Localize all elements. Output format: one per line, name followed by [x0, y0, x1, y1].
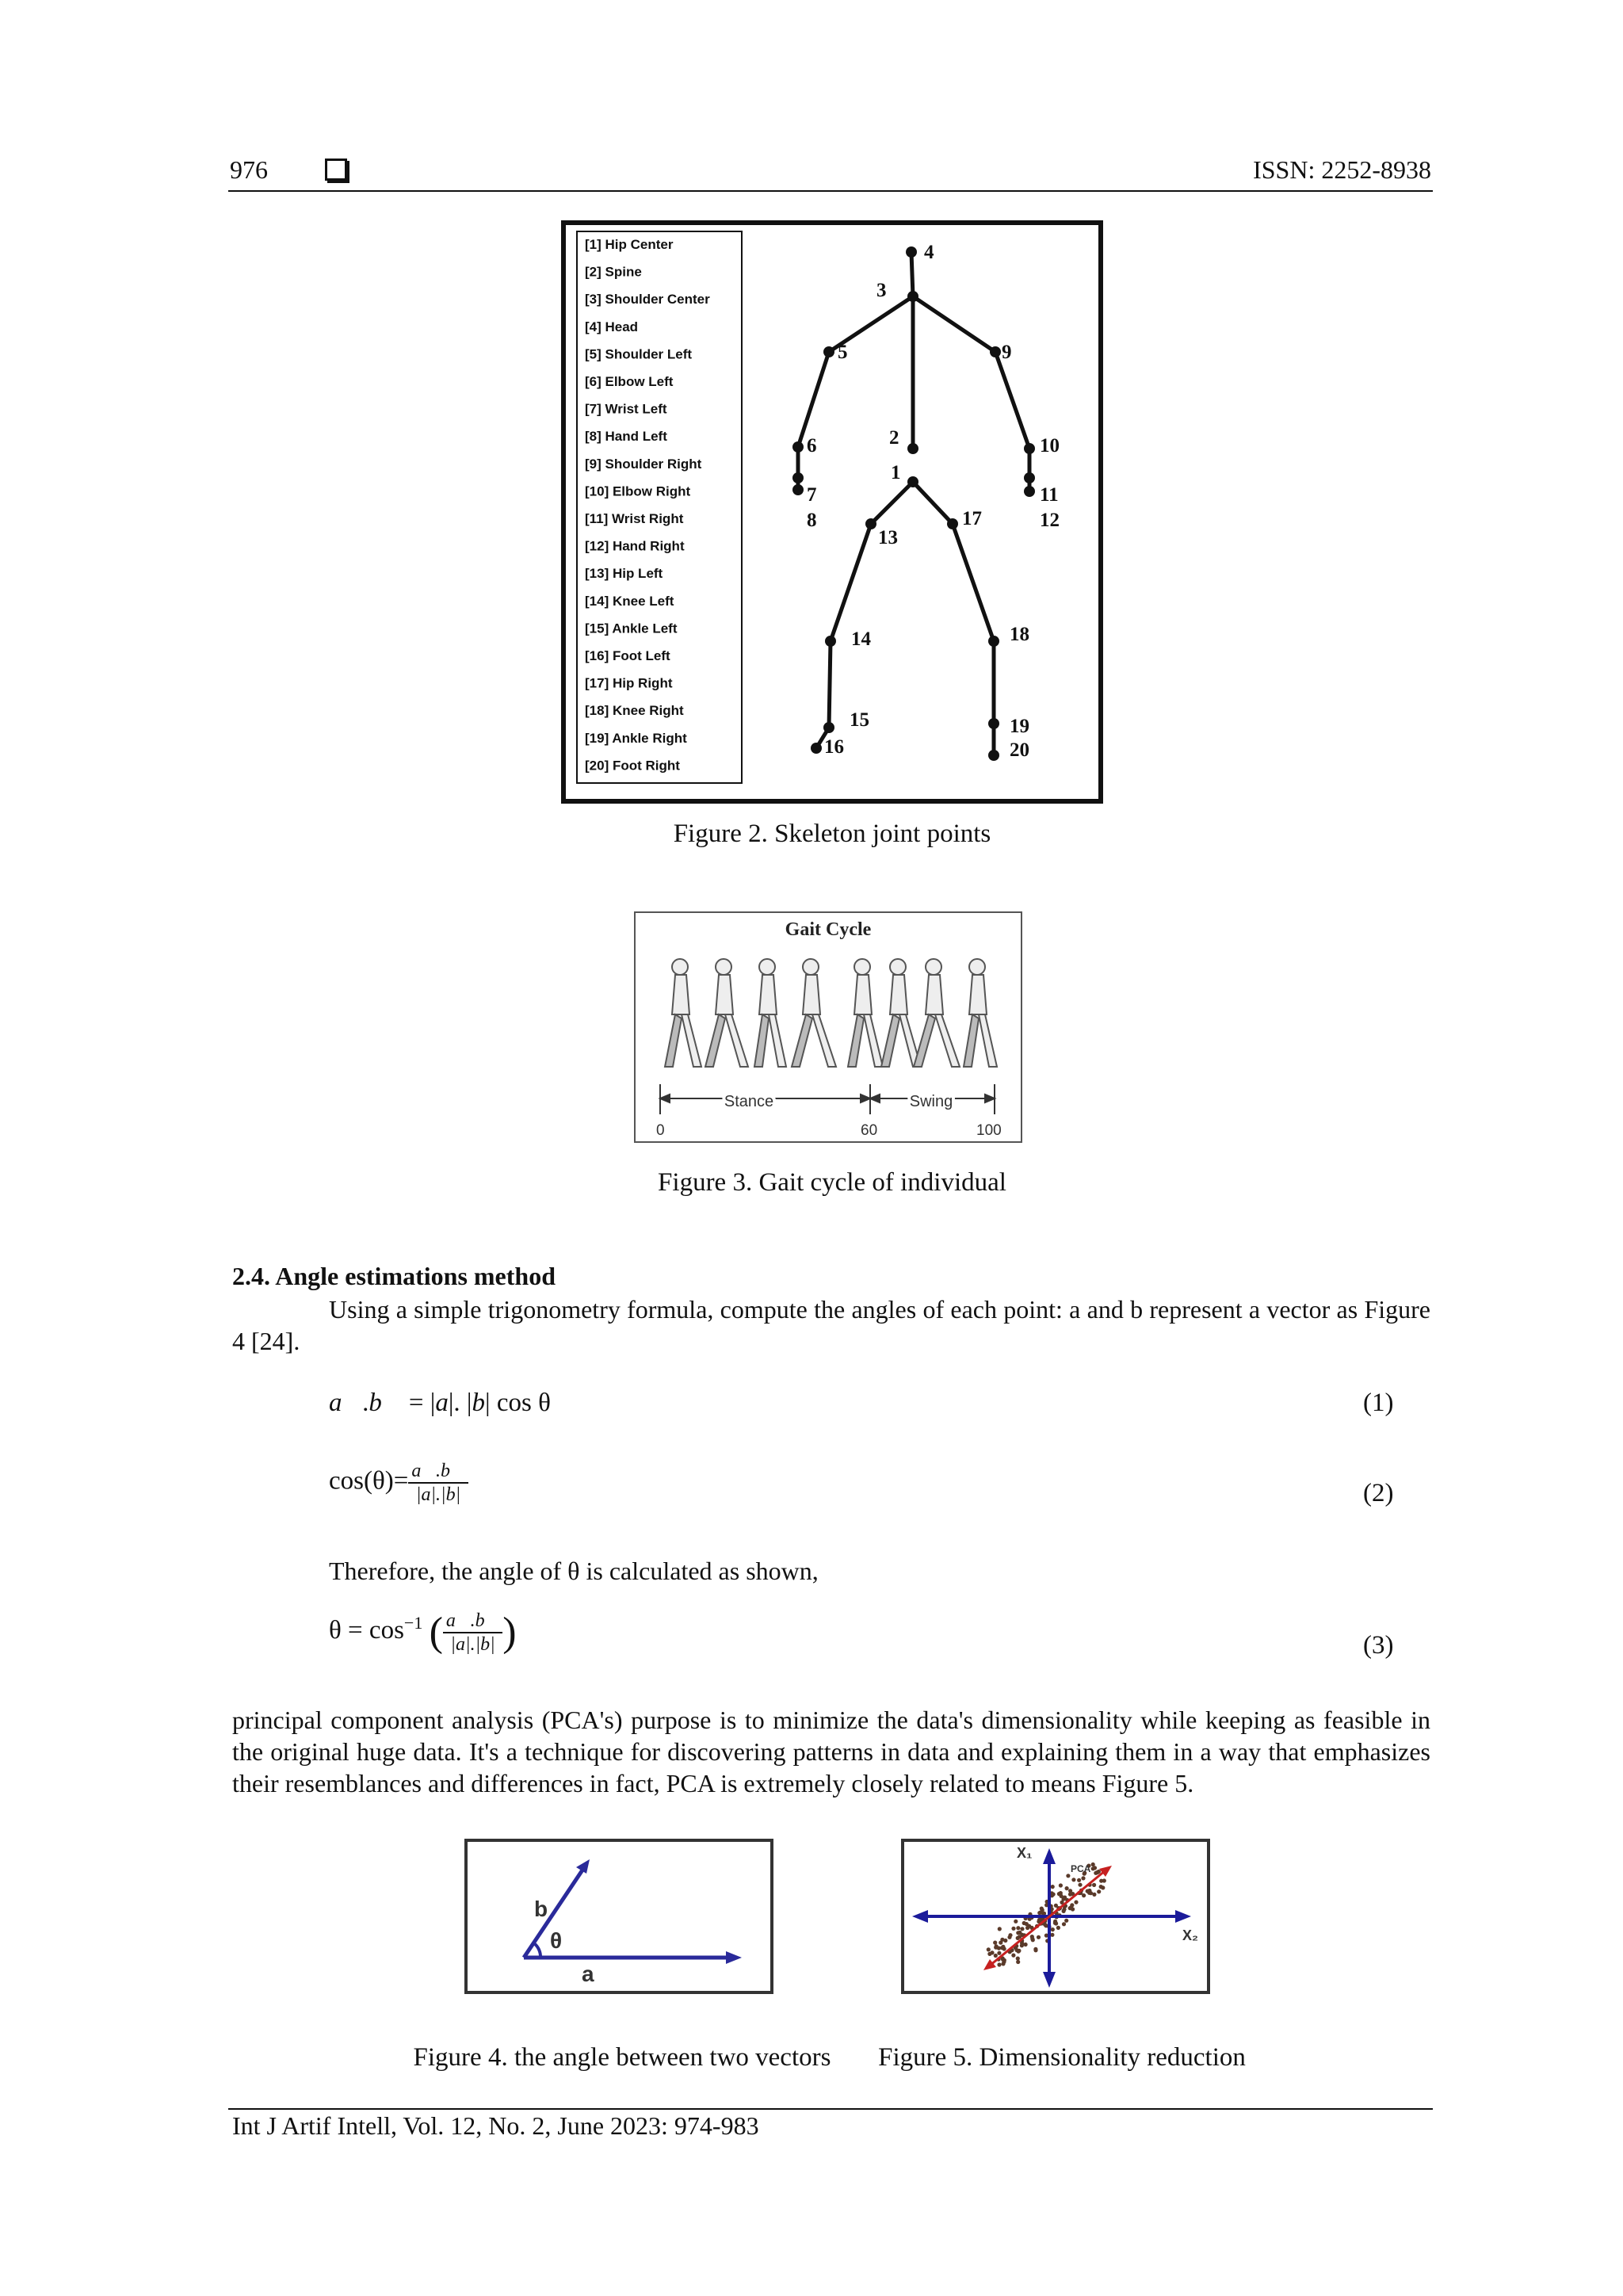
section-heading: 2.4. Angle estimations method	[232, 1262, 556, 1290]
label-theta: θ	[550, 1928, 563, 1953]
joint-label-20: 20	[1010, 739, 1029, 761]
joint-label-9: 9	[1002, 342, 1012, 363]
figure4-caption: Figure 4. the angle between two vectors	[413, 2043, 831, 2072]
scatter-point	[1070, 1903, 1074, 1907]
paragraph-2: principal component analysis (PCA's) purpose is to minimize the data's dimensionality while keeping as feasible in the original huge data. It's a technique for discovering patterns in data and explaining them in a way that emphasizes their resemblances and differences in fact, PCA is extremely closely related to means Figure 5.	[232, 1706, 1430, 1797]
footer-citation: Int J Artif Intell, Vol. 12, No. 2, June 2023: 974-983	[232, 2111, 759, 2140]
scatter-point	[1011, 1927, 1015, 1931]
skeleton-legend-item: [3] Shoulder Center	[585, 292, 710, 308]
joint-label-14: 14	[851, 628, 871, 650]
scatter-point	[1053, 1920, 1057, 1924]
scatter-point	[1016, 1960, 1020, 1964]
skeleton-legend-item: [1] Hip Center	[585, 237, 674, 252]
scatter-point	[998, 1927, 1002, 1931]
gait-cycle-figure	[634, 911, 1022, 1143]
skeleton-legend-item: [4] Head	[585, 319, 639, 334]
header-rule	[228, 190, 1433, 192]
scatter-point	[1097, 1870, 1101, 1874]
joint-label-7: 7	[807, 484, 817, 506]
scatter-point	[1016, 1957, 1020, 1961]
pca-figure	[901, 1839, 1210, 1994]
figure5-caption: Figure 5. Dimensionality reduction	[878, 2043, 1246, 2072]
joint-label-3: 3	[876, 280, 887, 301]
scatter-point	[1081, 1876, 1085, 1880]
scatter-point	[1040, 1907, 1044, 1911]
joint-label-5: 5	[838, 342, 848, 363]
skeleton-legend-item: [20] Foot Right	[585, 758, 680, 774]
scatter-point	[1087, 1889, 1091, 1893]
scatter-point	[1037, 1918, 1041, 1922]
scatter-point	[987, 1947, 991, 1951]
figure2-caption: Figure 2. Skeleton joint points	[673, 819, 991, 848]
label-b: b	[534, 1897, 548, 1921]
scatter-point	[1071, 1878, 1075, 1881]
skeleton-legend-item: [14] Knee Left	[585, 593, 674, 609]
label-x1: X₁	[1017, 1845, 1033, 1861]
scatter-point	[1056, 1926, 1060, 1930]
skeleton-legend-item: [10] Elbow Right	[585, 483, 691, 499]
label-a: a	[582, 1962, 594, 1986]
joint-label-13: 13	[878, 527, 898, 548]
scatter-point	[1064, 1919, 1068, 1923]
scatter-point	[1050, 1933, 1054, 1937]
scatter-point	[1014, 1920, 1018, 1924]
angle-vectors-figure	[464, 1839, 773, 1994]
scatter-point	[997, 1951, 1001, 1955]
footer-rule	[228, 2108, 1433, 2110]
skeleton-legend-item: [5] Shoulder Left	[585, 346, 693, 362]
scatter-point	[1003, 1939, 1007, 1943]
scatter-point	[1031, 1938, 1035, 1942]
scatter-point	[1033, 1947, 1037, 1951]
scatter-point	[1059, 1891, 1063, 1895]
issn: ISSN: 2252-8938	[1253, 155, 1431, 184]
checkbox-square-icon	[325, 159, 347, 181]
joint-label-6: 6	[807, 435, 817, 457]
scatter-point	[1093, 1866, 1097, 1870]
joint-label-15: 15	[850, 709, 869, 731]
therefore-line: Therefore, the angle of θ is calculated as shown,	[329, 1557, 819, 1585]
scatter-point	[1077, 1878, 1081, 1882]
stance-label: Stance	[724, 1093, 774, 1110]
scatter-point	[1037, 1935, 1041, 1939]
joint-label-19: 19	[1010, 716, 1029, 737]
label-x2: X₂	[1182, 1927, 1199, 1943]
skeleton-figure	[561, 220, 1103, 804]
page-number: 976	[230, 155, 268, 184]
joint-label-18: 18	[1010, 624, 1029, 645]
joint-label-4: 4	[924, 242, 934, 263]
equation-3-number: (3)	[1363, 1631, 1394, 1660]
swing-label: Swing	[909, 1093, 953, 1110]
scatter-point	[1008, 1933, 1012, 1937]
skeleton-legend-item: [12] Hand Right	[585, 538, 685, 554]
scatter-point	[1016, 1931, 1020, 1935]
scatter-point	[1091, 1862, 1095, 1866]
joint-label-8: 8	[807, 510, 817, 531]
scatter-point	[1002, 1960, 1006, 1964]
figure3-caption: Figure 3. Gait cycle of individual	[658, 1168, 1006, 1197]
equation-1-number: (1)	[1363, 1389, 1394, 1417]
scatter-point	[995, 1944, 999, 1948]
scatter-point	[1062, 1922, 1066, 1926]
scatter-point	[1061, 1897, 1065, 1901]
joint-label-12: 12	[1040, 510, 1060, 531]
scatter-point	[1020, 1927, 1024, 1931]
joint-label-1: 1	[891, 462, 901, 483]
scatter-point	[1066, 1874, 1070, 1878]
tick-100: 100	[976, 1122, 1002, 1139]
joint-label-16: 16	[824, 736, 844, 758]
gait-title: Gait Cycle	[785, 919, 872, 940]
skeleton-legend-item: [7] Wrist Left	[585, 401, 667, 417]
skeleton-legend-item: [18] Knee Right	[585, 703, 684, 719]
scatter-point	[1016, 1926, 1020, 1930]
scatter-point	[1054, 1904, 1058, 1908]
scatter-point	[1099, 1885, 1103, 1889]
skeleton-legend-item: [9] Shoulder Right	[585, 456, 702, 472]
equation-2: cos(θ)= $\frac{a⃗.b⃗}{|a|.|b|}$	[329, 1460, 468, 1506]
scatter-point	[1078, 1883, 1082, 1887]
skeleton-legend-item: [15] Ankle Left	[585, 621, 678, 636]
skeleton-legend-item: [6] Elbow Left	[585, 374, 674, 389]
scatter-point	[1024, 1943, 1028, 1946]
equation-2-number: (2)	[1363, 1479, 1394, 1507]
scatter-point	[1017, 1950, 1021, 1954]
joint-label-11: 11	[1040, 484, 1059, 506]
skeleton-legend-item: [17] Hip Right	[585, 675, 673, 691]
scatter-point	[1051, 1927, 1055, 1931]
paragraph-1: Using a simple trigonometry formula, compute the angles of each point: a and b represent a vector as Figure 4 [24].	[232, 1295, 1430, 1355]
skeleton-legend-item: [19] Ankle Right	[585, 730, 687, 746]
scatter-point	[1051, 1885, 1055, 1889]
skeleton-legend-item: [8] Hand Left	[585, 429, 667, 445]
scatter-point	[1038, 1911, 1042, 1915]
label-pca: PCA	[1071, 1863, 1091, 1874]
equation-1: a⃗.b⃗ = |a|. |b| cos θ	[329, 1389, 551, 1417]
scatter-point	[1000, 1946, 1004, 1950]
scatter-point	[1082, 1893, 1086, 1897]
scatter-point	[1025, 1926, 1029, 1930]
scatter-point	[1068, 1889, 1072, 1893]
tick-0: 0	[656, 1122, 665, 1139]
scatter-point	[993, 1941, 997, 1945]
joint-label-17: 17	[962, 508, 982, 529]
scatter-point	[1097, 1889, 1101, 1893]
joint-label-10: 10	[1040, 435, 1060, 457]
scatter-point	[990, 1950, 994, 1954]
scatter-point	[1092, 1883, 1096, 1887]
scatter-point	[994, 1954, 998, 1958]
scatter-point	[1025, 1922, 1029, 1926]
scatter-point	[1059, 1883, 1063, 1887]
scatter-point	[1099, 1879, 1103, 1883]
scatter-point	[997, 1962, 1001, 1966]
joint-label-2: 2	[889, 427, 899, 449]
skeleton-legend-item: [13] Hip Left	[585, 566, 663, 582]
skeleton-legend-item: [2] Spine	[585, 264, 642, 280]
skeleton-legend-item: [11] Wrist Right	[585, 511, 684, 526]
scatter-point	[1074, 1901, 1078, 1904]
scatter-point	[999, 1941, 1002, 1945]
skeleton-legend-item: [16] Foot Left	[585, 648, 670, 663]
scatter-point	[1011, 1954, 1015, 1958]
tick-60: 60	[861, 1122, 878, 1139]
scatter-point	[1016, 1936, 1020, 1940]
equation-3: $\theta = \cos^{-1}$ ( $\frac{a⃗.b⃗}{|a|.|b|}$ )	[329, 1610, 517, 1655]
scatter-point	[1065, 1886, 1069, 1890]
